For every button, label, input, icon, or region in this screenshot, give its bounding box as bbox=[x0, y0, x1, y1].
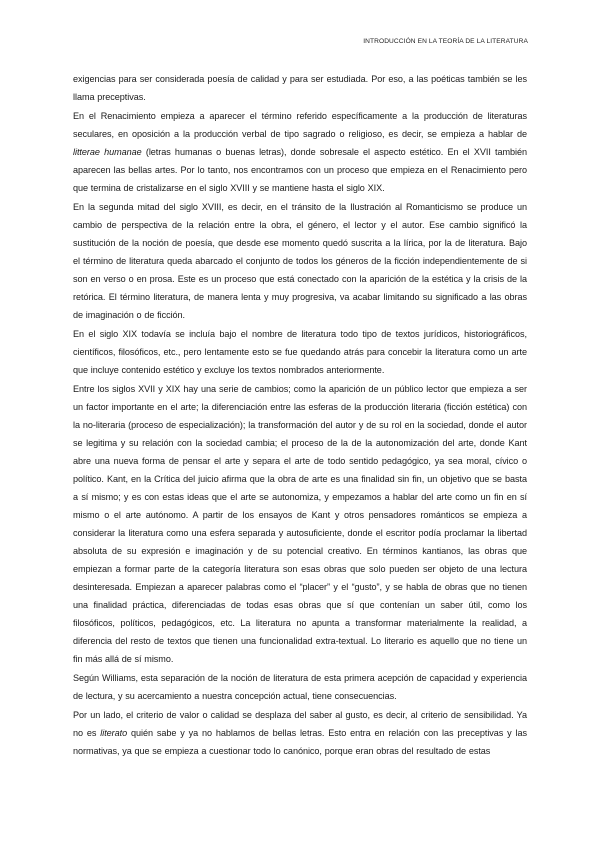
paragraph-1: exigencias para ser considerada poesía de calidad y para ser estudiada. Por eso, a las poéticas también se les llama preceptivas. bbox=[73, 74, 527, 102]
paragraph-3: En la segunda mitad del siglo XVIII, es decir, en el tránsito de la Ilustración al Romanticismo se produce un cambio de perspectiva de la relación entre la obra, el género, el lector y el autor. Ese cambio significó la sustitución de la noción de poesía, que desde ese momento quedó suscrita a la lírica, por la de literatura. Bajo el término de literatura queda abarcado el conjunto de todos los géneros de la ficción independientemente de si son en verso o en prosa. Este es un proceso que está conectado con la aparición de la estética y la crisis de la retórica. El término literatura, de manera lenta y muy progresiva, va acabar limitando su significado a las obras de imaginación o de ficción. bbox=[73, 202, 527, 320]
paragraph-7-italic-term: literato bbox=[100, 728, 128, 738]
running-header: INTRODUCCIÓN EN LA TEORÍA DE LA LITERATURA bbox=[363, 38, 528, 45]
paragraph-2-text-b: (letras humanas o buenas letras), donde sobresale el aspecto estético. En el XVII también aparecen las bellas artes. Por lo tanto, nos encontramos con un proceso que empieza en el Renacimiento pero que termina de cristalizarse en el siglo XVIII y se mantiene hasta el siglo XIX. bbox=[73, 147, 527, 193]
paragraph-7-text-b: quién sabe y ya no hablamos de bellas letras. Esto entra en relación con las preceptivas y las normativas, ya que se empieza a cuestionar todo lo canónico, porque eran obras del resultado de estas bbox=[73, 728, 527, 756]
paragraph-4: En el siglo XIX todavía se incluía bajo el nombre de literatura todo tipo de textos jurídicos, historiográficos, científicos, filosóficos, etc., pero lentamente esto se fue quedando atrás para concebir la literatura como un arte que incluye contenido estético y excluye los textos nombrados anteriormente. bbox=[73, 329, 527, 375]
body-text bbox=[73, 70, 527, 761]
paragraph-2-text-a: En el Renacimiento empieza a aparecer el término referido específicamente a la producción de literaturas seculares, en oposición a la producción verbal de tipo sagrado o religioso, es decir, se empieza a hablar de bbox=[73, 111, 527, 139]
paragraph-5: Entre los siglos XVII y XIX hay una serie de cambios; como la aparición de un público lector que empieza a ser un factor importante en el arte; la diferenciación entre las esferas de la producción literaria (ficción estética) con la no-literaria (proceso de especialización); la transformación del autor y de su rol en la sociedad, donde el autor se legitima y su relación con la sociedad cambia; el proceso de la de la autonomización del arte, donde Kant abre una nueva forma de pensar el arte y separa el arte de todo sentido pedagógico, ya sea moral, cívico o político. Kant, en la Crítica del juicio afirma que la obra de arte es una finalidad sin fin, un objetivo que se basta a sí mismo; y es con estas ideas que el arte se autonomiza, y empezamos a hablar del arte como un fin en sí mismo o el arte autónomo. A partir de los ensayos de Kant y otros pensadores románticos se empieza a considerar la literatura como una esfera separada y autosuficiente, donde el escritor podía proclamar la libertad absoluta de su expresión e imaginación y de su potencial creativo. En términos kantianos, las obras que empiezan a formar parte de la categoría literatura son esas obras que solo pueden ser objeto de una lectura desinteresada. Empiezan a aparecer palabras como el “placer” y el “gusto”, y se habla de obras que no tienen una finalidad práctica, diferenciadas de todas esas obras que sí que contenían un saber útil, como los filosóficos, políticos, pedagógicos, etc. La literatura no apunta a transformar materialmente la realidad, a diferencia del resto de textos que tienen una funcionalidad extra-textual. Lo literario es aquello que no tiene un fin más allá de sí mismo. bbox=[73, 384, 527, 664]
paragraph-2 bbox=[73, 107, 527, 197]
paragraph-7 bbox=[73, 706, 527, 760]
paragraph-6: Según Williams, esta separación de la noción de literatura de esta primera acepción de capacidad y experiencia de lectura, y su acercamiento a nuestra concepción actual, tiene consecuencias. bbox=[73, 673, 527, 701]
paragraph-7-text-a: Por un lado, el criterio de valor o calidad se desplaza del saber al gusto, es decir, al criterio de sensibilidad. Ya no es bbox=[73, 710, 527, 738]
paragraph-2-italic-term: litterae humanae bbox=[73, 147, 142, 157]
